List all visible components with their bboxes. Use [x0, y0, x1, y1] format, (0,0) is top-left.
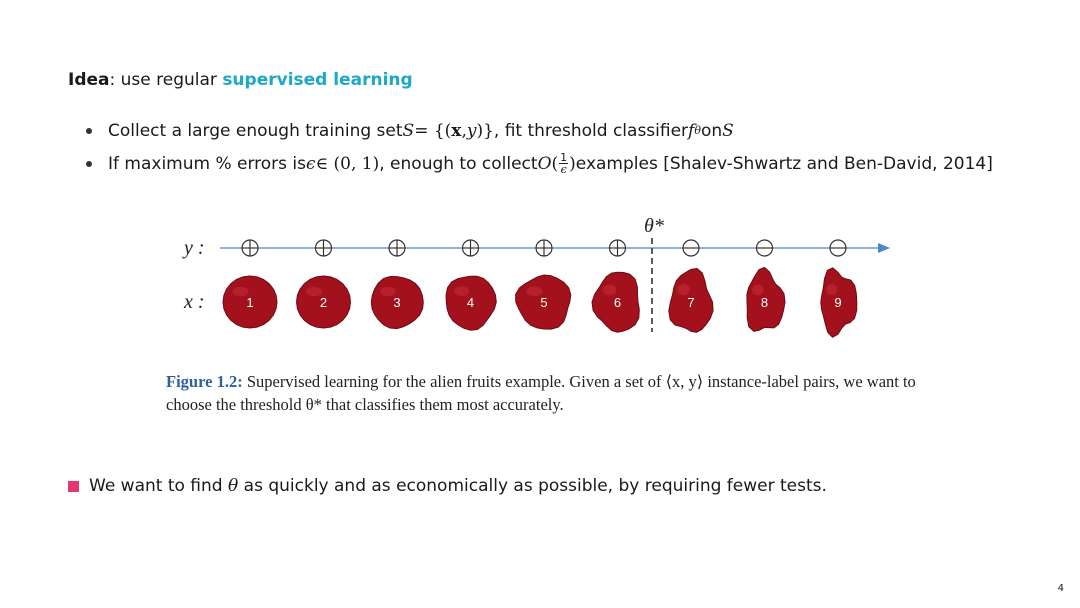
math-symbol: θ [228, 476, 239, 496]
square-bullet-icon [68, 481, 79, 492]
x-row-label: x : [184, 291, 205, 313]
fruit-number: 3 [393, 295, 401, 310]
fruit-item [516, 275, 571, 329]
fruit-number: 2 [319, 295, 328, 310]
math-subscript: θ [694, 124, 701, 137]
positive-label-symbol [463, 240, 479, 256]
bullet-text: on [700, 120, 723, 141]
bullet-text: Collect a large enough training set [108, 120, 403, 141]
bullet-text: , enough to collect [379, 153, 538, 174]
bullet-text: examples [Shalev-Shwartz and Ben-David, 2014] [575, 153, 993, 174]
negative-label-symbol [757, 240, 773, 256]
positive-label-symbol [536, 240, 552, 256]
fruit-number: 1 [246, 295, 254, 310]
math-symbol: ∈ (0, 1) [315, 153, 380, 174]
fruit-number: 4 [466, 295, 475, 310]
fruit-highlight [677, 284, 690, 295]
math-fraction [559, 152, 568, 175]
fraction-denominator: ϵ [560, 163, 567, 176]
negative-label-symbol [683, 240, 699, 256]
bullet-item-training-set [86, 114, 993, 147]
fruit-item [371, 277, 423, 329]
negative-label-symbol [830, 240, 846, 256]
key-point [68, 476, 827, 496]
fruit-highlight [603, 285, 617, 296]
math-symbol: ( [551, 153, 559, 174]
fruit-highlight [752, 285, 763, 296]
math-symbol: S [402, 120, 415, 141]
fruit-item [747, 267, 785, 331]
fruit-item [821, 268, 857, 337]
key-point-text: as quickly and as economically as possible, by requiring fewer tests. [243, 476, 827, 496]
positive-label-symbol [389, 240, 405, 256]
fruit-item [592, 272, 639, 332]
bullet-text: If maximum % errors is [108, 153, 307, 174]
bullet-text: , fit threshold classifier [493, 120, 689, 141]
math-symbol: ϵ [306, 153, 316, 174]
idea-highlight: supervised learning [222, 70, 413, 90]
figure-caption-label: Figure 1.2: [166, 372, 243, 391]
y-row-label: y : [184, 237, 205, 259]
math-symbol: x [451, 120, 462, 141]
fraction-numerator: 1 [560, 151, 568, 164]
idea-line [68, 70, 413, 90]
fruit-item [223, 276, 277, 328]
page-number: 4 [1057, 583, 1064, 594]
fruit-row [223, 267, 857, 337]
math-symbol: )} [476, 120, 494, 141]
math-symbol: ) [569, 153, 576, 174]
fruit-number: 7 [687, 295, 695, 310]
bullet-item-error-bound [86, 147, 993, 180]
fruit-number: 8 [760, 295, 769, 310]
threshold-label: θ* [644, 215, 664, 237]
idea-text: : use regular [109, 70, 223, 90]
positive-label-symbol [610, 240, 626, 256]
key-point-text: We want to find [89, 476, 223, 496]
figure-caption [166, 370, 926, 416]
math-symbol: y [466, 120, 477, 141]
positive-label-symbol [242, 240, 258, 256]
fruit-item [446, 276, 496, 330]
bullet-dot [86, 128, 92, 134]
figure-caption-text: Supervised learning for the alien fruits example. Given a set of ⟨x, y⟩ instance-label pairs, we want to choose the threshold θ* that classifies them most accurately. [166, 372, 916, 414]
idea-lead: Idea [68, 70, 110, 90]
alien-fruits-figure [170, 210, 910, 350]
fruit-number: 5 [540, 295, 548, 310]
fruit-item [297, 276, 351, 328]
bullet-dot [86, 161, 92, 167]
math-symbol: O [537, 153, 552, 174]
math-symbol: S [722, 120, 734, 141]
fruit-item [669, 269, 713, 333]
fruit-highlight [826, 284, 837, 295]
math-symbol: = {( [414, 120, 452, 141]
positive-label-symbol [316, 240, 332, 256]
math-symbol: f [688, 120, 695, 141]
axis-arrowhead [878, 243, 890, 253]
fruit-number: 6 [613, 295, 622, 310]
bullet-list [86, 114, 993, 180]
fruit-number: 9 [834, 295, 842, 310]
math-symbol: , [461, 120, 467, 141]
